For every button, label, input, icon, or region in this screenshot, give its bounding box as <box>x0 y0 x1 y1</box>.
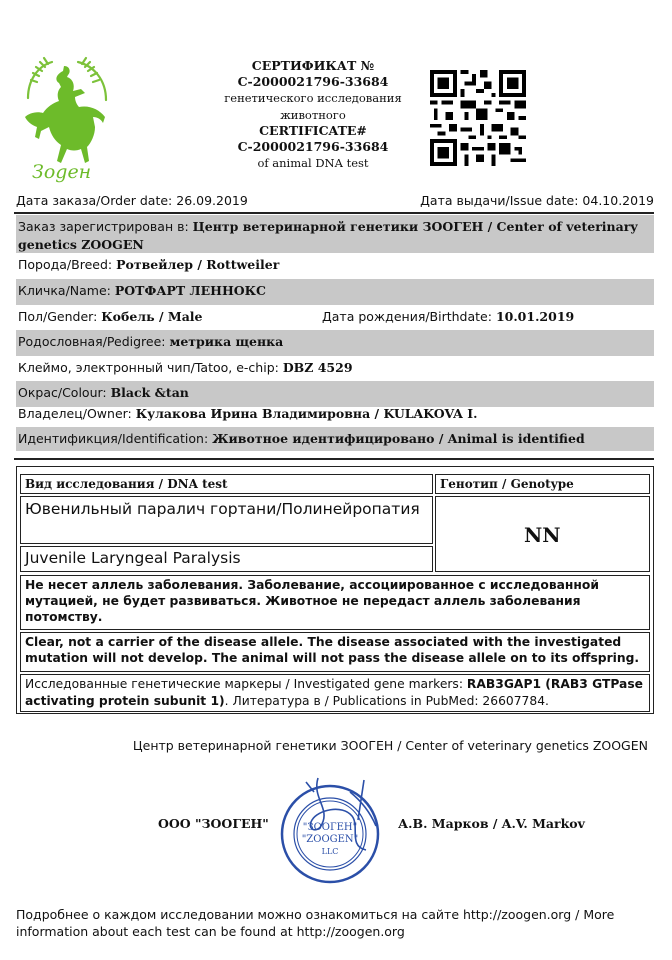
colour-label: Окрас/Colour: <box>18 385 107 400</box>
ru-subtitle-2: животного <box>280 107 346 122</box>
company-name: ООО "ЗООГЕН" <box>158 816 269 831</box>
breed-value: Ротвейлер / Rottweiler <box>116 257 280 272</box>
qr-code-icon <box>430 70 526 166</box>
ru-number: С-2000021796-33684 <box>237 74 389 90</box>
order-date-label: Дата заказа/Order date: <box>16 193 173 208</box>
identification-value: Животное идентифицировано / Animal is identified <box>212 431 585 446</box>
en-subtitle: of animal DNA test <box>257 156 369 171</box>
result-ru: Не несет аллель заболевания. Заболевание, ассоциированное с исследованной мутацией, не будет развиваться. Животное не передаст аллель заболевания потомству. <box>20 575 650 630</box>
birthdate <box>322 308 574 326</box>
stamp-llc-text: LLC <box>321 847 339 856</box>
stamp-main-text: "ЗООГЕН" <box>302 822 358 833</box>
chip-label: Клеймо, электронный чип/Tatoo, e-chip: <box>18 360 279 375</box>
logo-text: Зоgен <box>32 161 92 183</box>
dates-row <box>16 193 654 208</box>
breed-row <box>16 253 654 277</box>
owner-row <box>16 402 654 426</box>
test-name-ru: Ювенильный паралич гортани/Полинейропатия <box>20 496 433 544</box>
markers-cell <box>20 674 650 712</box>
center-name: Центр ветеринарной генетики ЗООГЕН / Center of veterinary genetics ZOOGEN <box>132 738 648 753</box>
more-info: Подробнее о каждом исследовании можно ознакомиться на сайте http://zoogen.org / More information about each test can be found at http://zoogen.org <box>16 907 615 939</box>
name-row <box>16 279 654 305</box>
ru-title: СЕРТИФИКАТ № <box>251 58 375 73</box>
test-name-en: Juvenile Laryngeal Paralysis <box>20 546 433 572</box>
en-title: CERTIFICATE# <box>259 122 367 138</box>
name-value: РОТФАРТ ЛЕННОКС <box>114 283 266 298</box>
identification-row <box>16 427 654 451</box>
gender-value: Кобель / Male <box>101 309 203 324</box>
name-label: Кличка/Name: <box>18 283 111 298</box>
issue-date <box>420 193 654 208</box>
colour-value: Black &tan <box>110 385 189 400</box>
pedigree-label: Родословная/Pedigree: <box>18 334 166 349</box>
breed-label: Порода/Breed: <box>18 257 113 272</box>
issue-date-value: 04.10.2019 <box>582 193 654 208</box>
markers-label: Исследованные генетические маркеры / Investigated gene markers: <box>25 677 463 691</box>
issue-date-label: Дата выдачи/Issue date: <box>420 193 579 208</box>
genotype-value: NN <box>524 523 561 547</box>
stamp-sub-text: "ZOOGEN" <box>301 834 359 845</box>
ru-subtitle-1: генетического исследования <box>224 91 402 106</box>
registered-value: Центр ветеринарной генетики ЗООГЕН / Center of veterinary genetics ZOOGEN <box>18 219 638 252</box>
birthdate-label: Дата рождения/Birthdate: <box>322 309 492 324</box>
gender-label: Пол/Gender: <box>18 309 98 324</box>
header-genotype: Генотип / Genotype <box>435 474 650 494</box>
divider-line <box>14 458 654 460</box>
chip-value: DBZ 4529 <box>282 360 353 375</box>
certificate-title-block <box>200 58 426 171</box>
registered-row <box>16 215 654 253</box>
publications: . Литература в / Publications in PubMed: 26607784. <box>224 693 549 708</box>
markers-value: RAB3GAP1 (RAB3 GTPase activating protein subunit 1) <box>25 677 644 708</box>
horse-rider-logo <box>14 52 116 184</box>
owner-value: Кулакова Ирина Владимировна / KULAKOVA I. <box>135 406 478 421</box>
pedigree-value: метрика щенка <box>169 334 284 349</box>
chip-row <box>16 356 654 380</box>
genotype-cell <box>435 496 650 572</box>
birthdate-value: 10.01.2019 <box>495 309 575 324</box>
order-date-value: 26.09.2019 <box>176 193 248 208</box>
signer-name: А.В. Марков / A.V. Markov <box>398 816 585 831</box>
gender-row <box>16 305 654 329</box>
identification-label: Идентификция/Identification: <box>18 431 209 446</box>
company-stamp <box>272 774 392 890</box>
en-number: C-2000021796-33684 <box>237 139 389 155</box>
header-dna-test: Вид исследования / DNA test <box>20 474 433 494</box>
result-en: Clear, not a carrier of the disease allele. The disease associated with the investigated mutation will not develop. The animal will not pass the disease allele on to its offspring. <box>20 632 650 672</box>
registered-label: Заказ зарегистрирован в: <box>18 219 189 234</box>
pedigree-row <box>16 330 654 356</box>
divider-line <box>14 212 654 214</box>
owner-label: Владелец/Owner: <box>18 406 132 421</box>
